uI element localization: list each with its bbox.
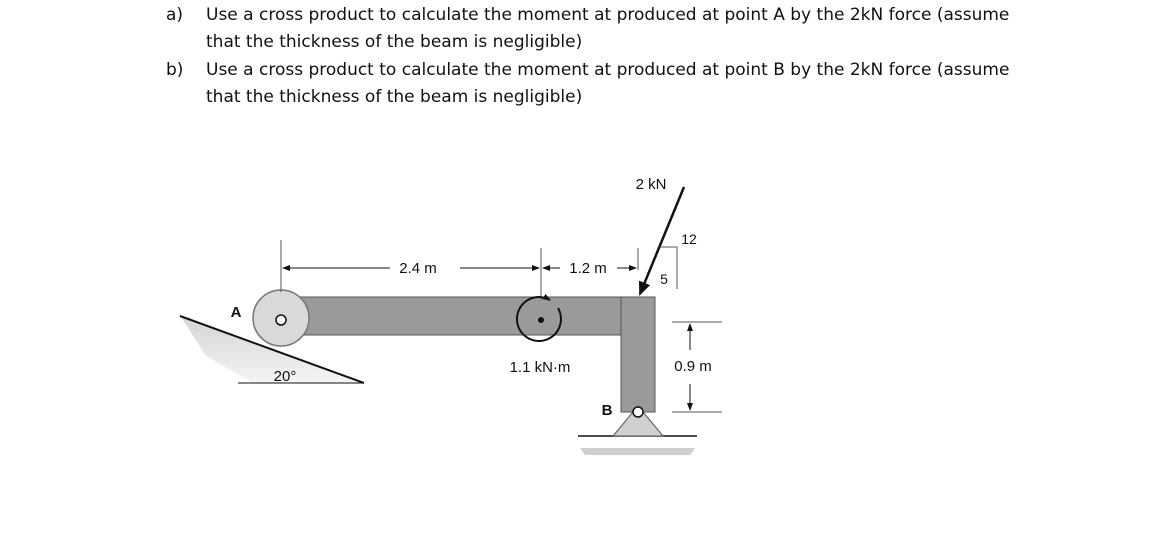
beam: [280, 297, 655, 412]
question-b-label: b): [166, 60, 184, 80]
roller-a: [253, 290, 309, 346]
couple-moment-label: 1.1 kN·m: [509, 359, 571, 376]
question-b-line2: that the thickness of the beam is negligible): [206, 87, 583, 107]
dim-0-9m-label: 0.9 m: [674, 358, 712, 375]
question-a-line2: that the thickness of the beam is negligible): [206, 32, 583, 52]
force-label: 2 kN: [635, 176, 667, 193]
question-b-line1: Use a cross product to calculate the moment at produced at point B by the 2kN force (assume: [206, 60, 1010, 80]
pin-support-b: [578, 406, 697, 455]
couple-point: [538, 317, 544, 323]
point-a-label: A: [230, 304, 242, 321]
dim-1-2m-label: 1.2 m: [569, 260, 607, 277]
slope-rise-label: 12: [681, 231, 697, 247]
point-b-label: B: [601, 402, 613, 419]
question-a-label: a): [166, 5, 184, 25]
dim-2-4m-label: 2.4 m: [399, 260, 437, 277]
slope-run-label: 5: [660, 271, 668, 287]
angle-label: 20°: [273, 368, 297, 385]
question-a-line1: Use a cross product to calculate the moment at produced at point A by the 2kN force (assume: [206, 5, 1010, 25]
